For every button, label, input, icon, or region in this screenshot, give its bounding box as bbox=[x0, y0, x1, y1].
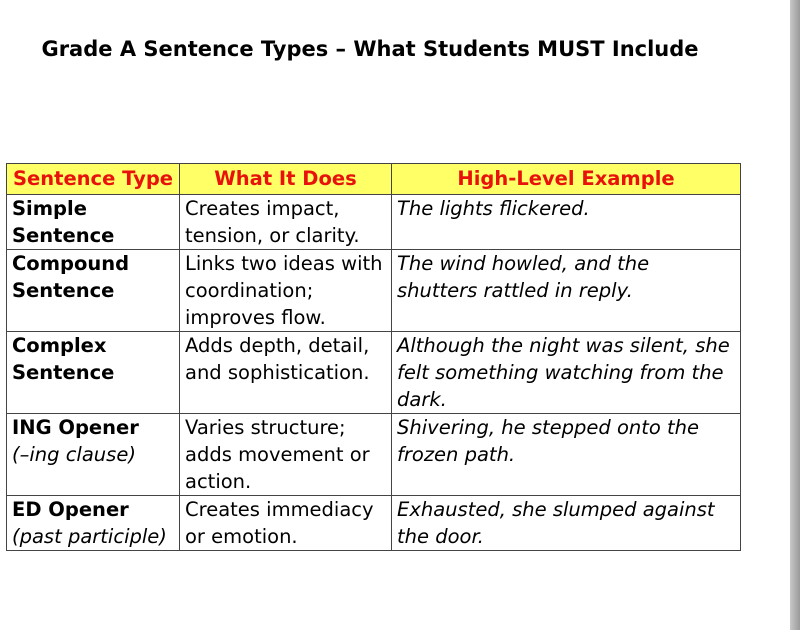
table-row bbox=[7, 250, 741, 332]
document-title: Grade A Sentence Types – What Students MUST Include bbox=[41, 37, 699, 61]
example-cell: The lights flickered. bbox=[392, 195, 741, 250]
header-sentence-type: Sentence Type bbox=[7, 164, 180, 195]
example-cell: Exhausted, she slumped against the door. bbox=[392, 496, 741, 551]
example-cell: The wind howled, and the shutters rattled in reply. bbox=[392, 250, 741, 332]
example-cell: Although the night was silent, she felt something watching from the dark. bbox=[392, 332, 741, 414]
sentence-type-note: (past participle) bbox=[12, 525, 167, 548]
table-row bbox=[7, 496, 741, 551]
sentence-type-cell bbox=[7, 414, 180, 496]
sentence-type-name: Compound Sentence bbox=[12, 252, 130, 302]
sentence-types-table bbox=[6, 163, 741, 551]
sentence-type-name: ED Opener bbox=[12, 498, 129, 521]
header-what-it-does: What It Does bbox=[180, 164, 392, 195]
table-row bbox=[7, 195, 741, 250]
table-header-row bbox=[7, 164, 741, 195]
what-it-does-cell: Creates impact, tension, or clarity. bbox=[180, 195, 392, 250]
sentence-type-name: ING Opener bbox=[12, 416, 139, 439]
what-it-does-cell: Varies structure; adds movement or action. bbox=[180, 414, 392, 496]
sentence-type-cell bbox=[7, 250, 180, 332]
sentence-type-cell bbox=[7, 332, 180, 414]
example-cell: Shivering, he stepped onto the frozen path. bbox=[392, 414, 741, 496]
sentence-type-name: Simple Sentence bbox=[12, 197, 115, 247]
table-row bbox=[7, 332, 741, 414]
sentence-type-cell bbox=[7, 195, 180, 250]
sentence-type-note: (–ing clause) bbox=[12, 443, 136, 466]
sentence-type-cell bbox=[7, 496, 180, 551]
page-edge-shadow bbox=[790, 0, 800, 630]
what-it-does-cell: Creates immediacy or emotion. bbox=[180, 496, 392, 551]
sentence-type-name: Complex Sentence bbox=[12, 334, 115, 384]
table-row bbox=[7, 414, 741, 496]
what-it-does-cell: Adds depth, detail, and sophistication. bbox=[180, 332, 392, 414]
header-high-level-example: High-Level Example bbox=[392, 164, 741, 195]
what-it-does-cell: Links two ideas with coordination; improves flow. bbox=[180, 250, 392, 332]
